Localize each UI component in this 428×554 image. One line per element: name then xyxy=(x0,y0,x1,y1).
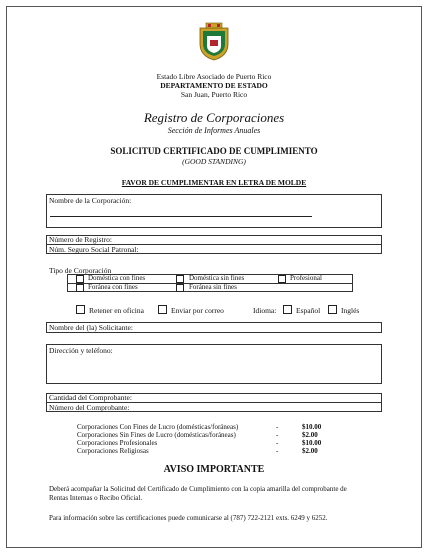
label-professional: Profesional xyxy=(290,274,322,282)
notice-text-line1: Deberá acompañar la Solicitud del Certificado de Cumplimiento con la copia amarilla del comprobante de xyxy=(49,485,347,493)
form-title: SOLICITUD CERTIFICADO DE CUMPLIMIENTO xyxy=(110,146,318,156)
notice-title: AVISO IMPORTANTE xyxy=(163,464,265,475)
label-foreign-nonprofit: Foránea sin fines xyxy=(189,283,237,291)
fee-row-amount: $2.00 xyxy=(302,431,318,439)
header-line1: Estado Libre Asociado de Puerto Rico xyxy=(156,72,272,81)
label-domestic-profit: Doméstica con fines xyxy=(88,274,146,282)
label-retain-office: Retener en oficina xyxy=(89,306,144,315)
applicant-name-label: Nombre del (la) Solicitante: xyxy=(49,323,133,332)
checkbox-domestic-profit[interactable] xyxy=(76,275,84,283)
label-spanish: Español xyxy=(296,306,321,315)
header-city: San Juan, Puerto Rico xyxy=(180,90,248,99)
fee-row-label: Corporaciones Religiosas xyxy=(77,447,149,455)
label-domestic-nonprofit: Doméstica sin fines xyxy=(189,274,245,282)
checkbox-spanish[interactable] xyxy=(283,305,292,314)
fee-row-label: Corporaciones Profesionales xyxy=(77,439,158,447)
fee-row-dash: - xyxy=(276,439,279,447)
fee-row-label: Corporaciones Sin Fines de Lucro (domésticas/foráneas) xyxy=(77,431,236,439)
checkbox-send-mail[interactable] xyxy=(158,305,167,314)
checkbox-professional[interactable] xyxy=(278,275,286,283)
instruction-text: FAVOR DE CUMPLIMENTAR EN LETRA DE MOLDE xyxy=(121,178,307,187)
section-title: Sección de Informes Anuales xyxy=(167,126,261,135)
corp-name-line xyxy=(50,216,312,217)
language-label: Idioma: xyxy=(253,306,277,315)
checkbox-foreign-nonprofit[interactable] xyxy=(176,284,184,292)
contact-info: Para información sobre las certificaciones puede comunicarse al (787) 722-2121 exts. 6249 y 6252. xyxy=(49,514,328,522)
label-foreign-profit: Foránea con fines xyxy=(88,283,138,291)
fee-row-dash: - xyxy=(276,431,279,439)
address-phone-label: Dirección y teléfono: xyxy=(49,346,113,355)
fee-row-label: Corporaciones Con Fines de Lucro (domésticas/foráneas) xyxy=(77,423,239,431)
checkbox-retain-office[interactable] xyxy=(76,305,85,314)
checkbox-foreign-profit[interactable] xyxy=(76,284,84,292)
fee-row-dash: - xyxy=(276,447,279,455)
label-send-mail: Enviar por correo xyxy=(171,306,224,315)
receipt-number-label[interactable]: Número del Comprobante: xyxy=(49,403,130,412)
fee-row-dash: - xyxy=(276,423,279,431)
coat-of-arms-icon xyxy=(196,22,232,62)
fee-row-amount: $10.00 xyxy=(302,423,322,431)
corp-name-label: Nombre de la Corporación: xyxy=(49,196,132,205)
social-security-label[interactable]: Núm. Seguro Social Patronal: xyxy=(49,245,139,254)
receipt-amount-label[interactable]: Cantidad del Comprobante: xyxy=(49,393,132,402)
registry-number-label[interactable]: Número de Registro: xyxy=(49,235,112,244)
form-subtitle: (GOOD STANDING) xyxy=(182,157,246,166)
notice-text-line2: Rentas Internas o Recibo Oficial. xyxy=(49,494,143,502)
checkbox-english[interactable] xyxy=(328,305,337,314)
checkbox-domestic-nonprofit[interactable] xyxy=(176,275,184,283)
label-english: Inglés xyxy=(341,306,360,315)
corp-type-label: Tipo de Corporación xyxy=(49,266,112,275)
fee-row-amount: $2.00 xyxy=(302,447,318,455)
registry-title: Registro de Corporaciones xyxy=(143,110,285,125)
fee-row-amount: $10.00 xyxy=(302,439,322,447)
department-title: DEPARTAMENTO DE ESTADO xyxy=(160,81,268,90)
